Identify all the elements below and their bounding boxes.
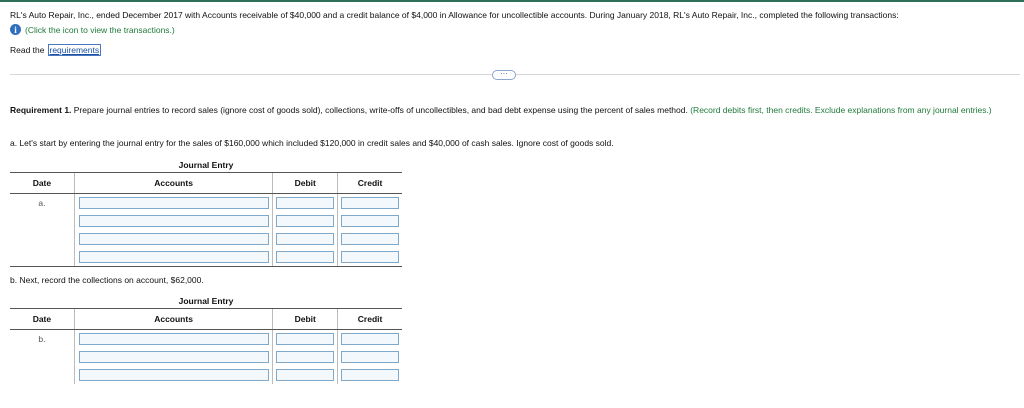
header-debit: Debit: [273, 173, 338, 193]
read-requirements-row: [10, 44, 101, 56]
requirements-link[interactable]: requirements: [49, 45, 100, 55]
journal-entry-b: [10, 294, 402, 384]
requirement-text: Prepare journal entries to record sales (ignore cost of goods sold), collections, write-offs of uncollectibles, and bad debt expense using the percent of sales method.: [71, 105, 691, 115]
journal-entry-title: Journal Entry: [178, 296, 234, 306]
part-b-instruction: b. Next, record the collections on account, $62,000.: [10, 275, 204, 285]
info-icon[interactable]: i: [10, 24, 21, 35]
part-a-instruction: a. Let's start by entering the journal entry for the sales of $160,000 which included $120,000 in credit sales and $40,000 of cash sales. Ignore cost of goods sold.: [10, 138, 614, 148]
credit-input[interactable]: [341, 251, 399, 263]
credit-input[interactable]: [341, 197, 399, 209]
account-input[interactable]: [79, 369, 269, 381]
problem-intro: RL's Auto Repair, Inc., ended December 2017 with Accounts receivable of $40,000 and a credit balance of $4,000 in Allowance for uncollectible accounts. During January 2018, RL's Auto Repair, Inc., completed the following transactions:: [10, 10, 899, 20]
credit-input[interactable]: [341, 215, 399, 227]
header-credit: Credit: [357, 314, 383, 324]
requirement-note: (Record debits first, then credits. Exclude explanations from any journal entries.): [690, 105, 992, 115]
read-label: Read the: [10, 45, 45, 55]
journal-entry-title: Journal Entry: [178, 160, 234, 170]
header-debit: Debit: [273, 309, 338, 329]
table-bottom-rule: [10, 266, 402, 267]
credit-input[interactable]: [341, 369, 399, 381]
account-input[interactable]: [79, 233, 269, 245]
header-accounts: Accounts: [75, 173, 274, 193]
credit-input[interactable]: [341, 233, 399, 245]
journal-entry-a: [10, 158, 402, 267]
header-credit: Credit: [357, 178, 383, 188]
debit-input[interactable]: [276, 369, 334, 381]
credit-input[interactable]: [341, 351, 399, 363]
debit-input[interactable]: [276, 233, 334, 245]
row-date-label: a.: [10, 194, 75, 212]
account-input[interactable]: [79, 251, 269, 263]
table-row: [10, 366, 402, 384]
info-row: [10, 24, 175, 35]
table-row: [10, 248, 402, 266]
debit-input[interactable]: [276, 333, 334, 345]
row-date-label: b.: [10, 330, 75, 348]
account-input[interactable]: [79, 215, 269, 227]
account-input[interactable]: [79, 351, 269, 363]
table-row: [10, 330, 402, 348]
account-input[interactable]: [79, 333, 269, 345]
debit-input[interactable]: [276, 215, 334, 227]
requirement-1: [10, 105, 1010, 116]
debit-input[interactable]: [276, 351, 334, 363]
expand-ellipsis-button[interactable]: ···: [492, 70, 516, 80]
info-text: (Click the icon to view the transactions.): [25, 24, 175, 35]
account-input[interactable]: [79, 197, 269, 209]
header-date: Date: [10, 309, 75, 329]
debit-input[interactable]: [276, 251, 334, 263]
header-date: Date: [10, 173, 75, 193]
header-accounts: Accounts: [75, 309, 274, 329]
debit-input[interactable]: [276, 197, 334, 209]
table-row: [10, 194, 402, 212]
table-row: [10, 212, 402, 230]
table-header: [10, 173, 402, 194]
table-row: [10, 348, 402, 366]
requirement-label: Requirement 1.: [10, 105, 72, 115]
table-row: [10, 230, 402, 248]
table-header: [10, 309, 402, 330]
credit-input[interactable]: [341, 333, 399, 345]
top-border: [0, 0, 1024, 2]
